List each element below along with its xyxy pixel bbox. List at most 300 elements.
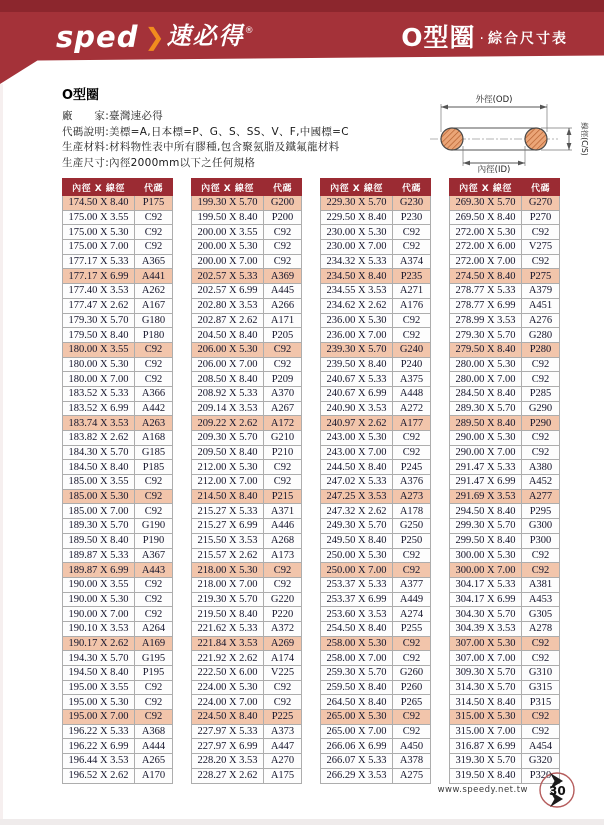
size-table-2	[191, 178, 302, 784]
size-cell: 239.50 X 8.40	[321, 357, 393, 372]
code-cell: P245	[393, 460, 431, 475]
code-column-header: 代碼	[393, 179, 431, 196]
code-cell: C92	[264, 680, 302, 695]
code-cell: C92	[135, 710, 173, 725]
code-cell: A447	[264, 739, 302, 754]
table-row	[321, 739, 431, 754]
logo-cjk-text: 速必得	[166, 22, 245, 50]
size-cell: 278.77 X 5.33	[450, 284, 522, 299]
table-row	[63, 445, 173, 460]
size-cell: 272.00 X 6.00	[450, 240, 522, 255]
size-cell: 269.50 X 8.40	[450, 210, 522, 225]
code-cell: G190	[135, 519, 173, 534]
code-cell: P250	[393, 533, 431, 548]
table-row	[321, 372, 431, 387]
size-cell: 209.14 X 3.53	[192, 401, 264, 416]
code-cell: C92	[135, 210, 173, 225]
size-cell: 221.92 X 2.62	[192, 651, 264, 666]
size-cell: 299.30 X 5.70	[450, 519, 522, 534]
size-cell: 209.50 X 8.40	[192, 445, 264, 460]
table-row	[321, 196, 431, 211]
code-cell: C92	[522, 724, 560, 739]
size-cell: 190.00 X 3.55	[63, 577, 135, 592]
code-cell: C92	[393, 445, 431, 460]
table-row	[63, 240, 173, 255]
size-cell: 316.87 X 6.99	[450, 739, 522, 754]
code-cell: A369	[264, 269, 302, 284]
code-cell: A167	[135, 298, 173, 313]
size-cell: 227.97 X 6.99	[192, 739, 264, 754]
table-row	[63, 651, 173, 666]
oring-diagram	[424, 92, 596, 174]
size-cell: 315.00 X 5.30	[450, 710, 522, 725]
table-row	[321, 240, 431, 255]
table-row	[450, 563, 560, 578]
size-cell: 309.30 X 5.70	[450, 666, 522, 681]
table-row	[192, 651, 302, 666]
size-cell: 184.50 X 8.40	[63, 460, 135, 475]
code-cell: C92	[264, 577, 302, 592]
table-row	[63, 519, 173, 534]
table-row	[450, 739, 560, 754]
code-cell: P280	[522, 342, 560, 357]
table-row	[321, 680, 431, 695]
table-row	[321, 401, 431, 416]
size-cell: 194.30 X 5.70	[63, 651, 135, 666]
size-cell: 289.50 X 8.40	[450, 416, 522, 431]
table-row	[192, 298, 302, 313]
table-row	[321, 621, 431, 636]
table-row	[450, 710, 560, 725]
size-cell: 291.69 X 3.53	[450, 489, 522, 504]
code-cell: C92	[135, 475, 173, 490]
size-cell: 180.00 X 7.00	[63, 372, 135, 387]
table-row	[321, 724, 431, 739]
size-cell: 300.00 X 5.30	[450, 548, 522, 563]
table-row	[321, 636, 431, 651]
size-cell: 196.22 X 6.99	[63, 739, 135, 754]
code-cell: V225	[264, 666, 302, 681]
size-cell: 180.00 X 5.30	[63, 357, 135, 372]
table-row	[321, 475, 431, 490]
table-row	[63, 548, 173, 563]
size-cell: 183.52 X 6.99	[63, 401, 135, 416]
size-cell: 218.00 X 7.00	[192, 577, 264, 592]
size-column-header: 內徑 X 線徑	[450, 179, 522, 196]
table-row	[63, 475, 173, 490]
table-row	[63, 269, 173, 284]
code-cell: G315	[522, 680, 560, 695]
size-cell: 190.10 X 3.53	[63, 621, 135, 636]
table-row	[192, 416, 302, 431]
size-cell: 234.55 X 3.53	[321, 284, 393, 299]
table-row	[450, 504, 560, 519]
table-row	[321, 210, 431, 225]
size-cell: 221.62 X 5.33	[192, 621, 264, 636]
table-row	[63, 577, 173, 592]
table-row	[321, 754, 431, 769]
code-cell: A268	[264, 533, 302, 548]
code-cell: C92	[393, 710, 431, 725]
table-row	[321, 225, 431, 240]
size-cell: 177.17 X 6.99	[63, 269, 135, 284]
size-cell: 294.50 X 8.40	[450, 504, 522, 519]
code-cell: A373	[264, 724, 302, 739]
size-cell: 280.00 X 7.00	[450, 372, 522, 387]
code-cell: G180	[135, 313, 173, 328]
table-row	[63, 695, 173, 710]
code-cell: A273	[393, 489, 431, 504]
code-cell: A372	[264, 621, 302, 636]
code-cell: P205	[264, 328, 302, 343]
table-row	[321, 431, 431, 446]
table-row	[192, 254, 302, 269]
code-cell: A171	[264, 313, 302, 328]
size-cell: 253.37 X 5.33	[321, 577, 393, 592]
code-cell: G310	[522, 666, 560, 681]
code-cell: P215	[264, 489, 302, 504]
size-cell: 215.27 X 5.33	[192, 504, 264, 519]
size-cell: 202.87 X 2.62	[192, 313, 264, 328]
table-row	[450, 372, 560, 387]
table-row	[63, 710, 173, 725]
code-cell: P315	[522, 695, 560, 710]
table-row	[321, 386, 431, 401]
table-row	[450, 621, 560, 636]
table-row	[450, 357, 560, 372]
size-cell: 307.00 X 7.00	[450, 651, 522, 666]
table-row	[321, 695, 431, 710]
code-cell: P260	[393, 680, 431, 695]
size-cell: 195.00 X 7.00	[63, 710, 135, 725]
code-cell: P200	[264, 210, 302, 225]
size-cell: 227.97 X 5.33	[192, 724, 264, 739]
size-cell: 290.00 X 7.00	[450, 445, 522, 460]
code-cell: G270	[522, 196, 560, 211]
code-cell: C92	[135, 357, 173, 372]
size-cell: 199.50 X 8.40	[192, 210, 264, 225]
table-row	[192, 386, 302, 401]
code-cell: G290	[522, 401, 560, 416]
size-cell: 189.87 X 5.33	[63, 548, 135, 563]
code-cell: A267	[264, 401, 302, 416]
size-cell: 209.30 X 5.70	[192, 431, 264, 446]
code-cell: A381	[522, 577, 560, 592]
size-cell: 195.00 X 3.55	[63, 680, 135, 695]
size-cell: 279.50 X 8.40	[450, 342, 522, 357]
table-row	[63, 666, 173, 681]
title-separator: ·	[479, 31, 484, 47]
code-cell: C92	[264, 475, 302, 490]
size-cell: 202.57 X 6.99	[192, 284, 264, 299]
size-cell: 249.50 X 8.40	[321, 533, 393, 548]
table-row	[450, 431, 560, 446]
table-row	[450, 607, 560, 622]
size-cell: 240.67 X 5.33	[321, 372, 393, 387]
code-cell: C92	[264, 563, 302, 578]
table-row	[450, 695, 560, 710]
code-cell: C92	[135, 342, 173, 357]
size-cell: 212.00 X 5.30	[192, 460, 264, 475]
size-cell: 206.00 X 7.00	[192, 357, 264, 372]
code-column-header: 代碼	[264, 179, 302, 196]
table-row	[192, 342, 302, 357]
code-cell: P190	[135, 533, 173, 548]
website-url: www.speedy.net.tw	[437, 785, 528, 795]
size-cell: 243.00 X 7.00	[321, 445, 393, 460]
size-cell: 258.00 X 5.30	[321, 636, 393, 651]
code-cell: P175	[135, 196, 173, 211]
table-row	[63, 386, 173, 401]
code-cell: C92	[393, 225, 431, 240]
table-row	[192, 210, 302, 225]
size-cell: 224.00 X 5.30	[192, 680, 264, 695]
size-cell: 240.97 X 2.62	[321, 416, 393, 431]
code-cell: A275	[393, 768, 431, 783]
table-row	[192, 739, 302, 754]
table-row	[192, 460, 302, 475]
size-cell: 247.32 X 2.62	[321, 504, 393, 519]
code-cell: G240	[393, 342, 431, 357]
code-cell: G250	[393, 519, 431, 534]
size-cell: 185.00 X 5.30	[63, 489, 135, 504]
size-cell: 304.39 X 3.53	[450, 621, 522, 636]
code-cell: C92	[264, 225, 302, 240]
size-cell: 304.30 X 5.70	[450, 607, 522, 622]
size-cell: 274.50 X 8.40	[450, 269, 522, 284]
table-row	[321, 328, 431, 343]
table-row	[192, 519, 302, 534]
code-cell: G230	[393, 196, 431, 211]
table-row	[63, 357, 173, 372]
size-cell: 212.00 X 7.00	[192, 475, 264, 490]
table-row	[63, 489, 173, 504]
code-cell: C92	[135, 680, 173, 695]
chevron-right-icon: ❯	[144, 23, 165, 51]
size-cell: 319.50 X 8.40	[450, 768, 522, 783]
code-cell: A367	[135, 548, 173, 563]
table-row	[192, 724, 302, 739]
size-cell: 208.92 X 5.33	[192, 386, 264, 401]
header-banner	[0, 0, 604, 84]
code-cell: C92	[522, 225, 560, 240]
size-cell: 183.52 X 5.33	[63, 386, 135, 401]
oring-diagram-drawing	[424, 92, 596, 174]
table-row	[450, 401, 560, 416]
code-cell: C92	[135, 607, 173, 622]
size-cell: 184.30 X 5.70	[63, 445, 135, 460]
table-row	[450, 577, 560, 592]
id-label: 內徑(ID)	[477, 165, 511, 174]
size-cell: 259.30 X 5.70	[321, 666, 393, 681]
code-cell: A365	[135, 254, 173, 269]
info-line-sizes: 生產尺寸:內徑2000mm以下之任何規格	[62, 156, 256, 169]
code-cell: C92	[264, 240, 302, 255]
table-row	[63, 607, 173, 622]
size-cell: 236.00 X 5.30	[321, 313, 393, 328]
code-cell: C92	[522, 254, 560, 269]
size-cell: 204.50 X 8.40	[192, 328, 264, 343]
code-cell: P295	[522, 504, 560, 519]
table-row	[63, 680, 173, 695]
table-row	[63, 210, 173, 225]
size-cell: 266.07 X 5.33	[321, 754, 393, 769]
code-cell: G185	[135, 445, 173, 460]
code-cell: A172	[264, 416, 302, 431]
page-title-main: O型圈	[401, 23, 476, 52]
code-cell: A174	[264, 651, 302, 666]
code-cell: P185	[135, 460, 173, 475]
code-column-header: 代碼	[522, 179, 560, 196]
table-row	[192, 401, 302, 416]
table-row	[321, 489, 431, 504]
size-table-3	[320, 178, 431, 784]
table-row	[450, 254, 560, 269]
code-cell: A262	[135, 284, 173, 299]
code-cell: C92	[522, 636, 560, 651]
table-row	[63, 636, 173, 651]
code-cell: A378	[393, 754, 431, 769]
brand-logo	[56, 16, 254, 54]
size-cell: 175.00 X 7.00	[63, 240, 135, 255]
code-cell: P290	[522, 416, 560, 431]
size-cell: 254.50 X 8.40	[321, 621, 393, 636]
table-row	[450, 666, 560, 681]
table-row	[63, 372, 173, 387]
code-cell: C92	[522, 548, 560, 563]
size-cell: 265.00 X 5.30	[321, 710, 393, 725]
code-cell: A168	[135, 431, 173, 446]
size-cell: 219.50 X 8.40	[192, 607, 264, 622]
code-cell: A274	[393, 607, 431, 622]
size-cell: 234.50 X 8.40	[321, 269, 393, 284]
size-cell: 200.00 X 7.00	[192, 254, 264, 269]
table-row	[450, 386, 560, 401]
size-cell: 195.00 X 5.30	[63, 695, 135, 710]
table-row	[321, 548, 431, 563]
code-cell: C92	[393, 328, 431, 343]
table-row	[450, 533, 560, 548]
table-row	[321, 298, 431, 313]
size-cell: 179.50 X 8.40	[63, 328, 135, 343]
code-cell: A169	[135, 636, 173, 651]
table-row	[450, 754, 560, 769]
code-cell: A264	[135, 621, 173, 636]
table-row	[63, 342, 173, 357]
code-cell: C92	[393, 724, 431, 739]
size-cell: 289.30 X 5.70	[450, 401, 522, 416]
table-row	[63, 592, 173, 607]
banner-top-strip	[0, 0, 604, 12]
table-row	[192, 621, 302, 636]
table-row	[63, 460, 173, 475]
size-cell: 259.50 X 8.40	[321, 680, 393, 695]
size-cell: 183.82 X 2.62	[63, 431, 135, 446]
code-cell: G195	[135, 651, 173, 666]
code-cell: A277	[522, 489, 560, 504]
table-row	[450, 651, 560, 666]
table-row	[321, 269, 431, 284]
code-cell: C92	[264, 342, 302, 357]
size-cell: 304.17 X 6.99	[450, 592, 522, 607]
table-row	[63, 739, 173, 754]
size-cell: 234.32 X 5.33	[321, 254, 393, 269]
size-cell: 196.44 X 3.53	[63, 754, 135, 769]
code-cell: A375	[393, 372, 431, 387]
size-cell: 243.00 X 5.30	[321, 431, 393, 446]
code-cell: C92	[264, 254, 302, 269]
code-cell: C92	[393, 240, 431, 255]
table-row	[321, 519, 431, 534]
size-cell: 221.84 X 3.53	[192, 636, 264, 651]
page-number-badge	[536, 769, 578, 811]
size-cell: 284.50 X 8.40	[450, 386, 522, 401]
table-row	[321, 284, 431, 299]
table-row	[63, 533, 173, 548]
size-cell: 189.50 X 8.40	[63, 533, 135, 548]
table-row	[63, 254, 173, 269]
table-row	[192, 240, 302, 255]
code-cell: C92	[393, 431, 431, 446]
code-column-header: 代碼	[135, 179, 173, 196]
size-cell: 278.77 X 6.99	[450, 298, 522, 313]
table-row	[192, 357, 302, 372]
table-row	[321, 651, 431, 666]
size-cell: 219.30 X 5.70	[192, 592, 264, 607]
code-cell: P275	[522, 269, 560, 284]
code-cell: A270	[264, 754, 302, 769]
code-cell: A376	[393, 475, 431, 490]
table-row	[63, 313, 173, 328]
size-column-header: 內徑 X 線徑	[63, 179, 135, 196]
size-cell: 200.00 X 3.55	[192, 225, 264, 240]
code-cell: C92	[522, 445, 560, 460]
table-row	[63, 328, 173, 343]
code-cell: A444	[135, 739, 173, 754]
table-row	[192, 548, 302, 563]
code-cell: C92	[135, 225, 173, 240]
size-cell: 200.00 X 5.30	[192, 240, 264, 255]
table-row	[192, 636, 302, 651]
table-row	[192, 592, 302, 607]
product-info	[62, 84, 349, 171]
table-row	[63, 768, 173, 783]
od-label: 外徑(OD)	[475, 95, 513, 105]
size-tables	[62, 178, 560, 784]
size-cell: 209.22 X 2.62	[192, 416, 264, 431]
size-cell: 224.50 X 8.40	[192, 710, 264, 725]
table-row	[450, 460, 560, 475]
table-row	[321, 592, 431, 607]
size-cell: 214.50 X 8.40	[192, 489, 264, 504]
table-row	[192, 754, 302, 769]
size-cell: 299.50 X 8.40	[450, 533, 522, 548]
code-cell: A366	[135, 386, 173, 401]
code-cell: A377	[393, 577, 431, 592]
table-row	[192, 607, 302, 622]
size-cell: 190.00 X 7.00	[63, 607, 135, 622]
oring-cross-section-left	[441, 128, 463, 150]
table-row	[450, 240, 560, 255]
table-row	[321, 460, 431, 475]
code-cell: C92	[135, 240, 173, 255]
table-row	[63, 754, 173, 769]
code-cell: A450	[393, 739, 431, 754]
table-row	[450, 475, 560, 490]
page-title-sub: 綜合尺寸表	[488, 31, 568, 47]
code-cell: A178	[393, 504, 431, 519]
table-row	[192, 313, 302, 328]
